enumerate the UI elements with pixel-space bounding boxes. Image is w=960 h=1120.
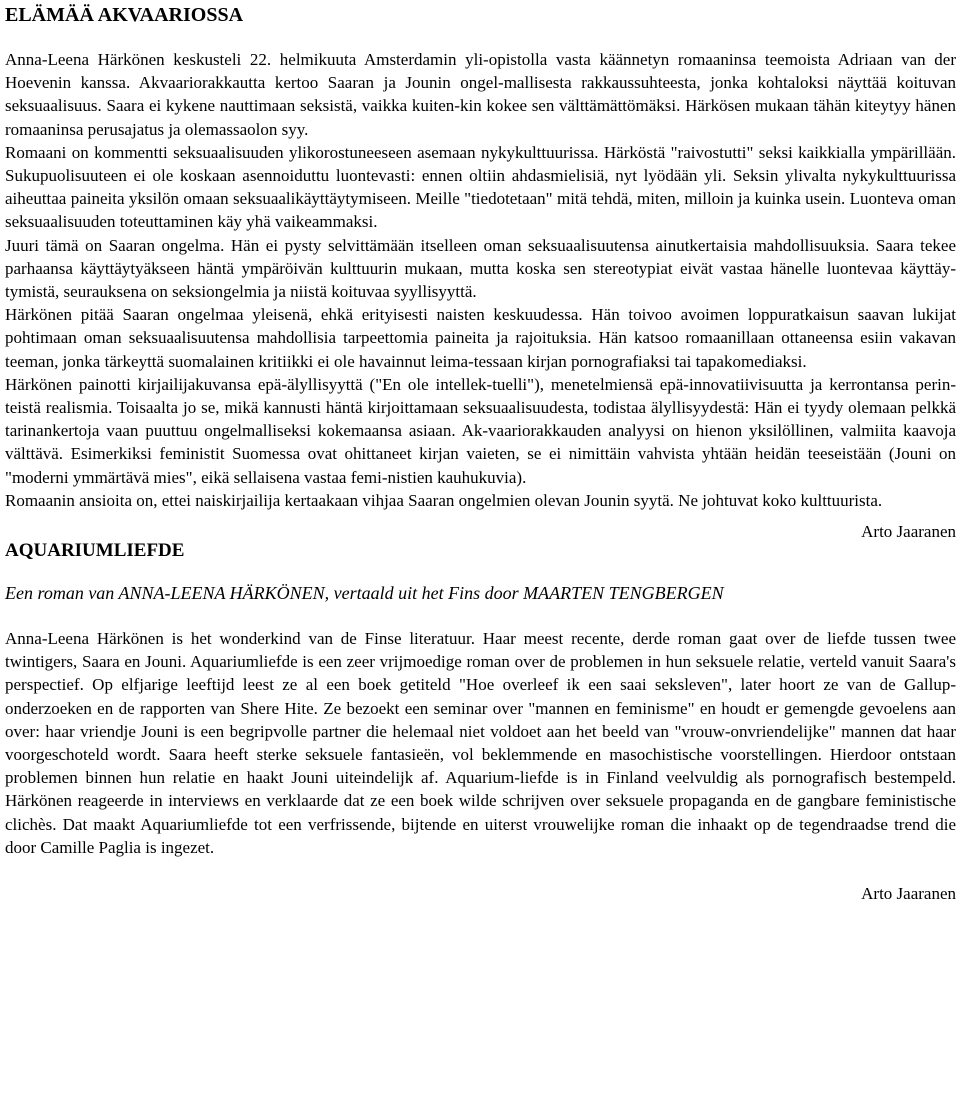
dutch-review-signature: Arto Jaaranen [861, 884, 956, 904]
document-page [5, 0, 956, 905]
finnish-paragraph-2: Romaani on kommentti seksuaalisuuden ylikorostuneeseen asemaan nykykulttuurissa. Härköstä "raivostutti" seksi kaikkialla ympärillään. Sukupuolisuuteen ei ole koskaan asennoiduttu luontevasti: ennen oltiin ahdasmielisiä, nyt lyödään yli. Seksin ylivalta nykykulttuurissa aiheuttaa paineita yksilön omaan seksuaalikäyttäytymiseen. Meille "tiedotetaan" mitä tehdä, miten, milloin ja kuinka usein. Luonteva oman seksuaalisuuden toteuttaminen käy yhä vaikeammaksi. [5, 142, 956, 232]
dutch-review-body: Anna-Leena Härkönen is het wonderkind van de Finse literatuur. Haar meest recente, derde roman gaat over de liefde tussen twee twintigers, Saara en Jouni. Aquariumliefde is een zeer vrijmoedige roman over de problemen in hun seksuele relatie, verteld vanuit Saara's perspectief. Op elfjarige leeftijd leest ze al een boek getiteld "Hoe overleef ik een saai seksleven", later hoort ze van de Gallup-onderzoeken en de rapporten van Shere Hite. Ze bezoekt een seminar over "mannen en feminisme" en houdt er gemengde gevoelens aan over: haar vriendje Jouni is een begripvolle partner die helemaal niet voldoet aan het beeld van "vrouw-onvriendelijke" mannen dat haar voorgeschoteld wordt. Saara heeft sterke seksuele fantasieën, vol beklemmende en masochistische voorstellingen. Hierdoor ontstaan problemen binnen hun relatie en haakt Jouni uiteindelijk af. Aquarium-liefde is in Finland veelvuldig als pornografisch bestempeld. Härkönen reageerde in interviews en verklaarde dat ze een boek wilde schrijven over seksuele propaganda en de gangbare feministische clichès. Dat maakt Aquariumliefde tot een verfrissende, bijtende en uiterst vrouwelijke roman die inhaakt op de tegendraadse trend die door Camille Paglia is ingezet. [5, 629, 956, 857]
finnish-paragraph-4: Härkönen pitää Saaran ongelmaa yleisenä, ehkä erityisesti naisten keskuudessa. Hän toivoo avoimen loppuratkaisun saavan lukijat pohtimaan oman seksuaalisuutensa mahdollisia tarpeettomia paineita ja rajoituksia. Hän katsoo romaanillaan ottaneensa esiin vakavan teeman, jonka tärkeyttä suomalainen kritiikki ei ole havainnut leima-tessaan kirjan pornografiaksi tai tapakomediaksi. [5, 305, 956, 371]
dutch-review-title: AQUARIUMLIEFDE [5, 540, 185, 562]
finnish-article-title: ELÄMÄÄ AKVAARIOSSA [5, 4, 244, 26]
finnish-paragraph-6: Romaanin ansioita on, ettei naiskirjailija kertaakaan vihjaa Saaran ongelmien olevan Jounin syytä. Ne johtuvat koko kulttuurista. [5, 490, 883, 510]
finnish-paragraph-3: Juuri tämä on Saaran ongelma. Hän ei pysty selvittämään itselleen oman seksuaalisuutensa ainutkertaisia mahdollisuuksia. Saara tekee parhaansa käyttäytyäkseen häntä ympäröivän kulttuurin mukaan, mutta koska sen stereotypiat eivät vastaa hänelle luontevaa käyttäy-tymistä, seurauksena on seksiongelmia ja niistä koituvaa syyllisyyttä. [5, 235, 956, 302]
finnish-article-signature: Arto Jaaranen [861, 522, 956, 542]
finnish-paragraph-5: Härkönen painotti kirjailijakuvansa epä-älyllisyyttä ("En ole intellek-tuelli"), menetelmiensä epä-innovatiivisuutta ja kerrontansa perin-teistä realismia. Toisaalta jo se, mikä kannusti häntä kirjoittamaan seksuaalisuudesta, todistaa älyllisyydestä: Hän ei tyydy olemaan pelkkä tarinankertoja vaan puuttuu ongelmalliseksi kokemaansa asiaan. Ak-vaariorakkauden analyysi on hienon yksilöllinen, valmiita kaavoja välttävä. Esimerkiksi feministit Suomessa ovat ohittaneet kirjan vaieten, se ei nimittäin vahvista yhtään heidän teeseistään (Jouni on "moderni ymmärtävä mies", eikä sellaisena vastaa femi-nistien kauhukuvia). [5, 374, 956, 487]
finnish-paragraph-1: Anna-Leena Härkönen keskusteli 22. helmikuuta Amsterdamin yli-opistolla vasta käännetyn romaaninsa teemoista Adriaan van der Hoevenin kanssa. Akvaariorakkautta kertoo Saaran ja Jounin ongel-mallisesta rakkaussuhteesta, jonka kohtaloksi näyttää koituvan seksuaalisuus. Saara ei kykene nauttimaan seksistä, vaikka kuiten-kin kokee sen välttämättömäksi. Härkösen mukaan tähän kiteytyy hänen romaaninsa perusajatus ja olemassaolon syy. [5, 50, 956, 139]
dutch-review-subtitle: Een roman van ANNA-LEENA HÄRKÖNEN, vertaald uit het Fins door MAARTEN TENGBERGEN [5, 583, 724, 604]
